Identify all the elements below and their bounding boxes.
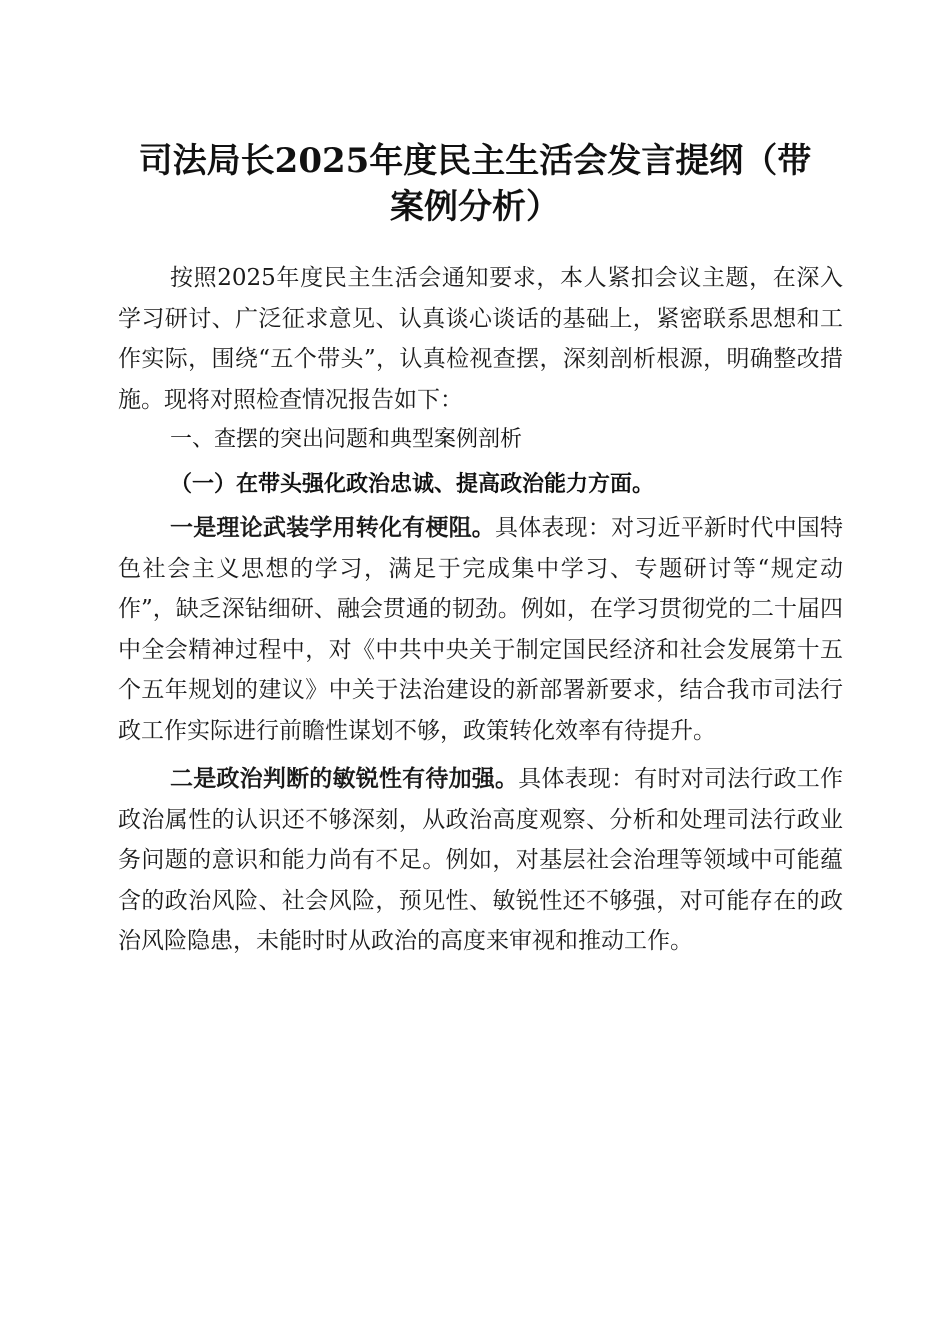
document-title-line-1: 司法局长2025年度民主生活会发言提纲（带 — [138, 141, 812, 181]
point-paragraph-2 — [118, 759, 843, 962]
point-paragraph-1 — [118, 508, 843, 751]
document-title — [105, 138, 845, 230]
subsection-heading-1: （一）在带头强化政治忠诚、提高政治能力方面。 — [170, 471, 655, 497]
document-title-line-2: 案例分析） — [390, 187, 560, 227]
intro-paragraph: 按照2025年度民主生活会通知要求，本人紧扣会议主题，在深入学习研讨、广泛征求意见、认真谈心谈话的基础上，紧密联系思想和工作实际，围绕“五个带头”，认真检视查摆，深刻剖析根源，明确整改措施。现将对照检查情况报告如下： — [118, 265, 843, 413]
point-1-lead: 一是理论武装学用转化有梗阻。 — [170, 514, 495, 541]
document-body — [118, 258, 843, 962]
point-2-body: 具体表现：有时对司法行政工作政治属性的认识还不够深刻，从政治高度观察、分析和处理司法行政业务问题的意识和能力尚有不足。例如，对基层社会治理等领域中可能蕴含的政治风险、社会风险，预见性、敏锐性还不够强，对可能存在的政治风险隐患，未能时时从政治的高度来审视和推动工作。 — [118, 766, 844, 954]
section-heading-1: 一、查摆的突出问题和典型案例剖析 — [170, 427, 523, 452]
point-2-lead: 二是政治判断的敏锐性有待加强。 — [170, 765, 519, 792]
point-1-body: 具体表现：对习近平新时代中国特色社会主义思想的学习，满足于完成集中学习、专题研讨等“规定动作”，缺乏深钻细研、融会贯通的韧劲。例如，在学习贯彻党的二十届四中全会精神过程中，对《中共中央关于制定国民经济和社会发展第十五个五年规划的建议》中关于法治建设的新部署新要求，结合我市司法行政工作实际进行前瞻性谋划不够，政策转化效率有待提升。 — [118, 515, 844, 744]
